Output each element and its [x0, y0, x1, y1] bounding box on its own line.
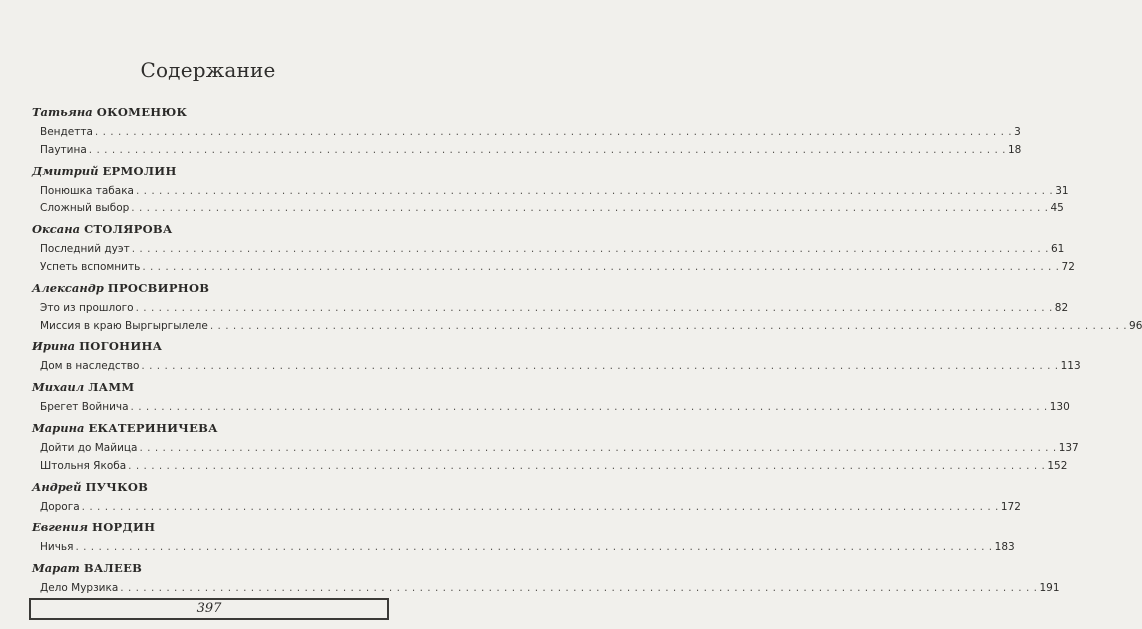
author-last-name: ОКОМЕНЮК — [96, 105, 188, 119]
page-number: 130 — [1049, 401, 1070, 414]
toc-entry — [32, 124, 1021, 142]
folio-number: 397 — [196, 601, 222, 616]
story-title: Ничья — [40, 541, 74, 554]
toc-entry — [32, 259, 1075, 277]
page-number: 183 — [994, 541, 1015, 554]
story-title: Дойти до Майица — [40, 441, 138, 454]
story-title: Дорога — [40, 500, 80, 513]
author-last-name: ЕКАТЕРИНИЧЕВА — [88, 420, 218, 435]
page-number: 31 — [1055, 184, 1069, 197]
author-heading — [32, 104, 386, 121]
story-title: Последний дуэт — [40, 243, 130, 256]
leader-dots: . . . . . . . . . . . . . . . . . . . . . . . . . . . . . . . . . . . . . . . . . . . . . . . . . . . . . . . . . . . . . . . . . . . . . . . . . . . . . . . . . . . . . . . . . . . . . . . . . . . . . . . . . . . . . . . . . . . . . . . . — [141, 360, 1059, 373]
story-title: Понюшка табака — [40, 184, 134, 197]
toc-entry — [32, 458, 1068, 476]
leader-dots: . . . . . . . . . . . . . . . . . . . . . . . . . . . . . . . . . . . . . . . . . . . . . . . . . . . . . . . . . . . . . . . . . . . . . . . . . . . . . . . . . . . . . . . . . . . . . . . . . . . . . . . . . . . . . . . . . . . . . . . . — [139, 441, 1057, 454]
page-title: Содержание — [140, 58, 276, 82]
author-first-name: Андрей — [32, 479, 82, 494]
page-number: 18 — [1008, 143, 1022, 156]
story-title: Успеть вспомнить — [40, 260, 141, 273]
author-heading — [32, 163, 386, 180]
author-heading — [32, 420, 386, 437]
author-first-name: Татьяна — [32, 105, 93, 119]
page-number: 137 — [1058, 441, 1079, 454]
author-first-name: Александр — [32, 280, 104, 295]
story-title: Миссия в краю Выргыргылеле — [40, 319, 208, 332]
page-number: 61 — [1050, 243, 1065, 256]
author-first-name: Михаил — [32, 380, 85, 395]
author-last-name: НОРДИН — [92, 520, 156, 535]
leader-dots: . . . . . . . . . . . . . . . . . . . . . . . . . . . . . . . . . . . . . . . . . . . . . . . . . . . . . . . . . . . . . . . . . . . . . . . . . . . . . . . . . . . . . . . . . . . . . . . . . . . . . . . . . . . . . . . . . . . . . . . . — [88, 143, 1006, 156]
author-first-name: Оксана — [32, 222, 81, 237]
leader-dots: . . . . . . . . . . . . . . . . . . . . . . . . . . . . . . . . . . . . . . . . . . . . . . . . . . . . . . . . . . . . . . . . . . . . . . . . . . . . . . . . . . . . . . . . . . . . . . . . . . . . . . . . . . . . . . . . . . . . . . . . — [75, 541, 993, 554]
author-last-name: ПОГОНИНА — [79, 339, 163, 354]
page-number: 191 — [1039, 582, 1060, 595]
leader-dots: . . . . . . . . . . . . . . . . . . . . . . . . . . . . . . . . . . . . . . . . . . . . . . . . . . . . . . . . . . . . . . . . . . . . . . . . . . . . . . . . . . . . . . . . . . . . . . . . . . . . . . . . . . . . . . . . . . . . . . . . — [131, 202, 1049, 215]
page-number: 45 — [1050, 202, 1064, 215]
page-number: 113 — [1060, 360, 1081, 373]
leader-dots: . . . . . . . . . . . . . . . . . . . . . . . . . . . . . . . . . . . . . . . . . . . . . . . . . . . . . . . . . . . . . . . . . . . . . . . . . . . . . . . . . . . . . . . . . . . . . . . . . . . . . . . . . . . . . . . . . . . . . . . . — [130, 401, 1048, 414]
page-number: 172 — [1000, 500, 1021, 513]
leader-dots: . . . . . . . . . . . . . . . . . . . . . . . . . . . . . . . . . . . . . . . . . . . . . . . . . . . . . . . . . . . . . . . . . . . . . . . . . . . . . . . . . . . . . . . . . . . . . . . . . . . . . . . . . . . . . . . . . . . . . . . . — [128, 459, 1046, 472]
author-heading — [32, 519, 386, 536]
toc-entry — [32, 200, 1064, 218]
toc-entry — [32, 183, 1069, 201]
page-number: 82 — [1054, 301, 1069, 314]
story-title: Штольня Якоба — [40, 459, 127, 472]
table-of-contents — [32, 104, 1142, 598]
leader-dots: . . . . . . . . . . . . . . . . . . . . . . . . . . . . . . . . . . . . . . . . . . . . . . . . . . . . . . . . . . . . . . . . . . . . . . . . . . . . . . . . . . . . . . . . . . . . . . . . . . . . . . . . . . . . . . . . . . . . . . . . — [81, 500, 999, 513]
page-number: 3 — [1014, 126, 1021, 138]
author-heading — [32, 221, 386, 238]
author-first-name: Ирина — [32, 339, 76, 354]
author-last-name: СТОЛЯРОВА — [84, 222, 173, 237]
author-last-name: ЕРМОЛИН — [102, 163, 177, 178]
leader-dots: . . . . . . . . . . . . . . . . . . . . . . . . . . . . . . . . . . . . . . . . . . . . . . . . . . . . . . . . . . . . . . . . . . . . . . . . . . . . . . . . . . . . . . . . . . . . . . . . . . . . . . . . . . . . . . . . . . . . . . . . — [135, 301, 1053, 314]
toc-entry — [32, 399, 1070, 417]
toc-entry — [32, 142, 1022, 160]
author-heading — [32, 280, 386, 297]
author-heading — [32, 379, 386, 396]
toc-entry — [32, 440, 1079, 458]
page-number: 72 — [1061, 260, 1075, 273]
story-title: Вендетта — [40, 126, 93, 138]
story-title: Это из прошлого — [40, 301, 134, 314]
leader-dots: . . . . . . . . . . . . . . . . . . . . . . . . . . . . . . . . . . . . . . . . . . . . . . . . . . . . . . . . . . . . . . . . . . . . . . . . . . . . . . . . . . . . . . . . . . . . . . . . . . . . . . . . . . . . . . . . . . . . . . . . — [135, 184, 1054, 197]
toc-entry — [32, 241, 1065, 259]
story-title: Дом в наследство — [40, 360, 140, 373]
leader-dots: . . . . . . . . . . . . . . . . . . . . . . . . . . . . . . . . . . . . . . . . . . . . . . . . . . . . . . . . . . . . . . . . . . . . . . . . . . . . . . . . . . . . . . . . . . . . . . . . . . . . . . . . . . . . . . . . . . . . . . . . — [120, 582, 1038, 595]
author-first-name: Марина — [32, 420, 85, 435]
page-folio — [29, 598, 389, 620]
leader-dots: . . . . . . . . . . . . . . . . . . . . . . . . . . . . . . . . . . . . . . . . . . . . . . . . . . . . . . . . . . . . . . . . . . . . . . . . . . . . . . . . . . . . . . . . . . . . . . . . . . . . . . . . . . . . . . . . . . . . . . . . — [131, 243, 1049, 256]
story-title: Паутина — [40, 143, 87, 156]
toc-entry — [32, 358, 1081, 376]
toc-entry — [32, 318, 1142, 336]
author-heading — [32, 560, 386, 577]
leader-dots: . . . . . . . . . . . . . . . . . . . . . . . . . . . . . . . . . . . . . . . . . . . . . . . . . . . . . . . . . . . . . . . . . . . . . . . . . . . . . . . . . . . . . . . . . . . . . . . . . . . . . . . . . . . . . . . . . . . . . . . . — [94, 126, 1013, 138]
story-title: Сложный выбор — [40, 202, 130, 215]
story-title: Брегет Войнича — [40, 401, 129, 414]
author-heading — [32, 338, 386, 355]
leader-dots: . . . . . . . . . . . . . . . . . . . . . . . . . . . . . . . . . . . . . . . . . . . . . . . . . . . . . . . . . . . . . . . . . . . . . . . . . . . . . . . . . . . . . . . . . . . . . . . . . . . . . . . . . . . . . . . . . . . . . . . . — [209, 319, 1128, 332]
toc-entry — [32, 539, 1015, 557]
leader-dots: . . . . . . . . . . . . . . . . . . . . . . . . . . . . . . . . . . . . . . . . . . . . . . . . . . . . . . . . . . . . . . . . . . . . . . . . . . . . . . . . . . . . . . . . . . . . . . . . . . . . . . . . . . . . . . . . . . . . . . . . — [142, 260, 1060, 273]
page-number: 152 — [1047, 459, 1068, 472]
author-last-name: ПУЧКОВ — [85, 479, 149, 494]
author-last-name: ПРОСВИРНОВ — [107, 280, 210, 295]
author-heading — [32, 479, 386, 496]
toc-entry — [32, 300, 1069, 318]
page-number: 96 — [1129, 319, 1142, 332]
author-last-name: ВАЛЕЕВ — [83, 561, 143, 576]
author-first-name: Марат — [32, 561, 80, 576]
author-first-name: Евгения — [32, 520, 89, 535]
story-title: Дело Мурзика — [40, 582, 119, 595]
author-first-name: Дмитрий — [32, 163, 99, 178]
toc-entry — [32, 499, 1021, 517]
author-last-name: ЛАММ — [88, 380, 135, 395]
toc-entry — [32, 580, 1060, 598]
